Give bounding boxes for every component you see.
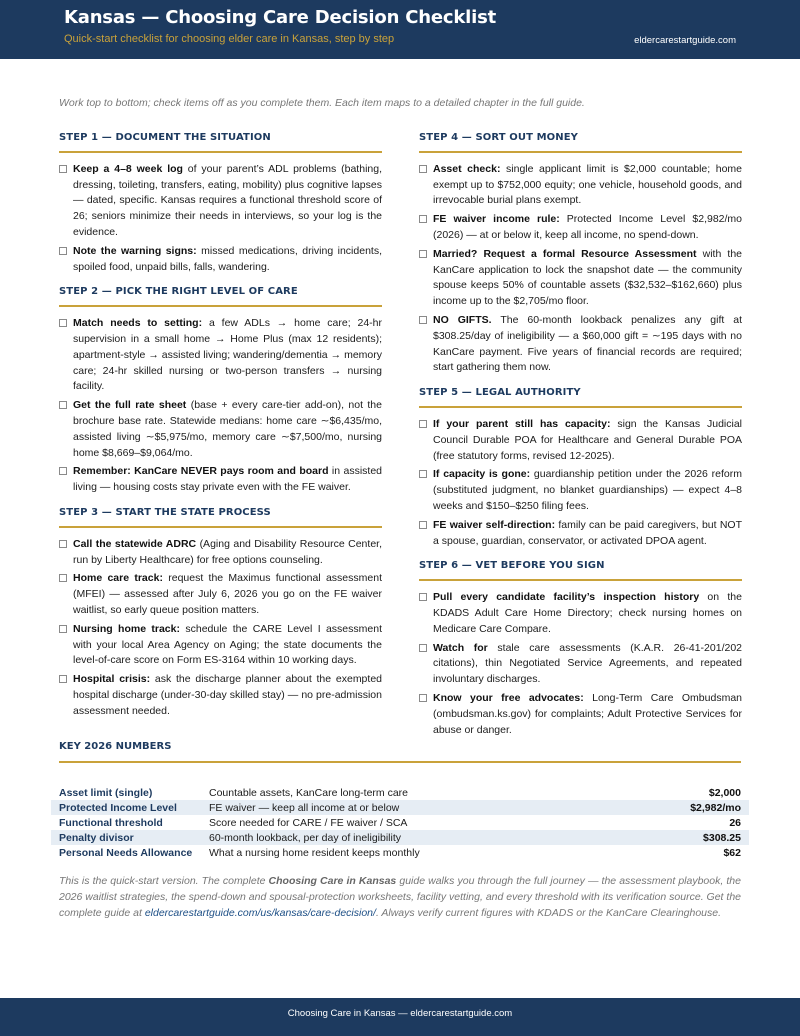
item-text: schedule the CARE Level I assessment with your local Area Agency on Aging; the state documents the level-of-care score on Form ES-3164 within 10 working days.: [73, 622, 382, 667]
item-lead: Keep a 4–8 week log: [73, 162, 183, 175]
checkbox[interactable]: [419, 165, 427, 173]
closing-text: . Always verify current figures with KDADS or the KanCare Clearinghouse.: [375, 907, 722, 919]
row-label: Personal Needs Allowance: [59, 846, 193, 859]
checklist-item: [59, 244, 382, 276]
item-lead: If your parent still has capacity:: [433, 417, 611, 430]
item-lead: Watch for: [433, 641, 488, 654]
step-heading: STEP 6 — VET BEFORE YOU SIGN: [419, 552, 742, 581]
step-4: [419, 124, 742, 376]
checkbox[interactable]: [59, 247, 67, 255]
item-text: of your parent’s ADL problems (bathing, dressing, toileting, transfers, eating, mobility) plus cognitive lapses — dated, specific. Kansas requires a functional threshold score of 26; seniors minimize their needs in interviews, so your log is the evidence.: [73, 162, 382, 238]
item-text: stale care assessments (K.A.R. 26-41-201/202 citations), thin Negotiated Service Agreements, and repeated involuntary discharges.: [433, 641, 743, 686]
step-heading: STEP 4 — SORT OUT MONEY: [419, 124, 742, 153]
row-value: $62: [723, 846, 741, 859]
checklist-item: [59, 316, 382, 395]
item-lead: Married? Request a formal Resource Assessment: [433, 247, 697, 260]
step-1: [59, 124, 382, 275]
row-value: $2,000: [708, 786, 741, 799]
item-lead: Nursing home track:: [73, 622, 180, 635]
item-lead: Match needs to setting:: [73, 317, 203, 330]
item-lead: Asset check:: [433, 162, 501, 175]
key-numbers-heading: KEY 2026 NUMBERS: [59, 735, 741, 763]
page-header: [0, 0, 800, 59]
row-description: Score needed for CARE / FE waiver / SCA: [209, 816, 408, 829]
checklist-item: [419, 313, 742, 376]
checkbox[interactable]: [419, 593, 427, 601]
checklist-item: [419, 467, 742, 514]
table-row: [51, 815, 749, 830]
checklist-item: [419, 518, 742, 550]
checklist-item: [59, 622, 382, 669]
page-title: Kansas — Choosing Care Decision Checklist: [64, 7, 496, 28]
guide-link[interactable]: eldercarestartguide.com/us/kansas/care-decision/: [144, 907, 376, 919]
checkbox[interactable]: [59, 574, 67, 582]
item-text: request the Maximus functional assessment (MFEI) — assessed after July 6, 2026 you go on the FE waiver waitlist, so early queue position matters.: [73, 572, 382, 616]
item-text: a few ADLs → home care; 24-hr supervision in a small home → Home Plus (max 12 residents); apartment-style → assisted living; wandering/dementia → memory care; 24-hr skilled nursing or two-person transfers → nursing facility.: [73, 317, 382, 393]
item-text: Protected Income Level $2,982/mo (2026) — at or below it, keep all income, no spend-down.: [433, 213, 743, 241]
table-row: [51, 830, 749, 845]
item-lead: Home care track:: [73, 572, 163, 585]
row-label: Asset limit (single): [59, 786, 153, 799]
checkbox[interactable]: [59, 675, 67, 683]
checklist-item: [419, 417, 742, 464]
item-lead: Get the full rate sheet: [73, 399, 187, 412]
item-lead: Remember: KanCare NEVER pays room and board: [73, 465, 329, 478]
checklist-item: [419, 641, 742, 688]
step-3: [59, 499, 382, 720]
item-text: (Aging and Disability Resource Center, run by Liberty Healthcare) for free options counseling.: [73, 537, 382, 566]
checkbox[interactable]: [419, 215, 427, 223]
checklist-item: [59, 464, 382, 496]
guide-name: Choosing Care in Kansas: [268, 875, 397, 887]
item-text: missed medications, driving incidents, spoiled food, unpaid bills, falls, wandering.: [73, 244, 382, 273]
item-lead: Hospital crisis:: [73, 673, 151, 686]
row-label: Penalty divisor: [51, 830, 201, 845]
table-row: [51, 785, 749, 800]
row-description: Countable assets, KanCare long-term care: [209, 786, 409, 799]
checkbox[interactable]: [419, 316, 427, 324]
checklist-item: [59, 672, 382, 719]
item-lead: If capacity is gone:: [433, 468, 531, 481]
step-2: [59, 278, 382, 496]
page-subtitle: Quick-start checklist for choosing elder care in Kansas, step by step: [64, 33, 395, 45]
checklist-item: [59, 537, 382, 569]
checkbox[interactable]: [419, 521, 427, 529]
item-lead: NO GIFTS.: [433, 313, 492, 326]
checkbox[interactable]: [59, 319, 67, 327]
item-text: in assisted living — housing costs stay private even with the FE waiver.: [73, 465, 382, 494]
item-text: sign the Kansas Judicial Council Durable POA for Healthcare and General Durable POA (free statutory forms, revised 12-2025).: [433, 417, 742, 462]
row-description: What a nursing home resident keeps monthly: [209, 846, 420, 859]
checklist-item: [59, 571, 382, 618]
item-lead: Note the warning signs:: [73, 244, 197, 257]
step-6: [419, 552, 742, 738]
key-numbers-table: [51, 785, 749, 860]
checkbox[interactable]: [59, 540, 67, 548]
checkbox[interactable]: [59, 165, 67, 173]
item-text: The 60-month lookback penalizes any gift at $308.25/day of ineligibility — a $60,000 gift = ∼195 days with no KanCare payment. Five years of financial records are required; start gathering them now.: [433, 313, 743, 374]
row-value: $2,982/mo: [624, 800, 749, 815]
closing-text: guide walks you through the full journey — the assessment playbook, the 2026 waitlist strategies, the spend-down and spousal-protection worksheets, facility vetting, and every threshold with its verification source. Get the complete guide at: [59, 875, 741, 919]
step-heading: STEP 5 — LEGAL AUTHORITY: [419, 379, 742, 408]
item-lead: FE waiver income rule:: [433, 213, 560, 226]
item-text: family can be paid caregivers, but NOT a spouse, guardian, conservator, or activated DPOA agent.: [433, 518, 742, 547]
item-text: guardianship petition under the 2026 reform (substituted judgment, no blanket guardianships) — expect 4–8 weeks and $150–$250 filing fees.: [433, 468, 742, 512]
row-description: 60-month lookback, per day of ineligibility: [201, 830, 624, 845]
step-heading: STEP 3 — START THE STATE PROCESS: [59, 499, 382, 528]
checklist-item: [419, 212, 742, 244]
row-label: Functional threshold: [59, 816, 163, 829]
checklist-item: [419, 590, 742, 637]
right-column: [419, 124, 742, 741]
checklist-item: [419, 691, 742, 738]
item-lead: FE waiver self-direction:: [433, 518, 556, 531]
item-text: Long-Term Care Ombudsman (ombudsman.ks.gov) for complaints; Adult Protective Services for abuse or danger.: [433, 691, 743, 736]
left-column: [59, 124, 382, 723]
table-row: [51, 845, 749, 860]
checklist-item: [419, 247, 742, 310]
checkbox[interactable]: [419, 644, 427, 652]
checkbox[interactable]: [59, 401, 67, 409]
item-lead: Call the statewide ADRC: [73, 537, 197, 550]
checkbox[interactable]: [59, 625, 67, 633]
step-heading: STEP 2 — PICK THE RIGHT LEVEL OF CARE: [59, 278, 382, 307]
item-lead: Know your free advocates:: [433, 691, 584, 704]
checkbox[interactable]: [419, 694, 427, 702]
checklist-item: [59, 398, 382, 461]
checkbox[interactable]: [419, 470, 427, 478]
checklist-item: [59, 162, 382, 241]
table-row: [51, 800, 749, 815]
item-text: with the KanCare application to lock the snapshot date — the community spouse keeps 50% of countable assets ($32,532–$162,660) plus income up to the $2,705/mo floor.: [433, 247, 742, 308]
item-text: (base + every care-tier add-on), not the brochure base rate. Statewide medians: home care ∼$6,435/mo, assisted living ∼$5,975/mo, memory care ∼$7,500/mo, nursing home $8,669–$9,064/mo.: [73, 399, 382, 459]
step-heading: STEP 1 — DOCUMENT THE SITUATION: [59, 124, 382, 153]
item-text: single applicant limit is $2,000 countable; home exempt up to $752,000 equity; one vehicle, household goods, and irrevocable burial plans exempt.: [433, 162, 742, 207]
row-value: $308.25: [624, 830, 749, 845]
item-text: on the KDADS Adult Care Home Directory; check nursing homes on Medicare Care Compare.: [433, 591, 742, 635]
page-footer: [0, 998, 800, 1036]
row-description: FE waiver — keep all income at or below: [201, 800, 624, 815]
row-value: 26: [729, 816, 741, 829]
intro-text: Work top to bottom; check items off as you complete them. Each item maps to a detailed chapter in the full guide.: [59, 97, 585, 109]
item-lead: Pull every candidate facility’s inspection history: [433, 591, 700, 604]
step-5: [419, 379, 742, 549]
row-label: Protected Income Level: [51, 800, 201, 815]
checkbox[interactable]: [419, 250, 427, 258]
checkbox[interactable]: [59, 467, 67, 475]
closing-text: This is the quick-start version. The complete: [59, 875, 269, 887]
checkbox[interactable]: [419, 420, 427, 428]
checklist-item: [419, 162, 742, 209]
footer-text: Choosing Care in Kansas — eldercarestartguide.com: [287, 1008, 513, 1019]
item-text: ask the discharge planner about the exempted hospital discharge (under-30-day skilled stay) — no pre-admission assessment needed.: [73, 673, 382, 717]
closing-note: [59, 873, 741, 921]
header-site: eldercarestartguide.com: [634, 35, 736, 46]
